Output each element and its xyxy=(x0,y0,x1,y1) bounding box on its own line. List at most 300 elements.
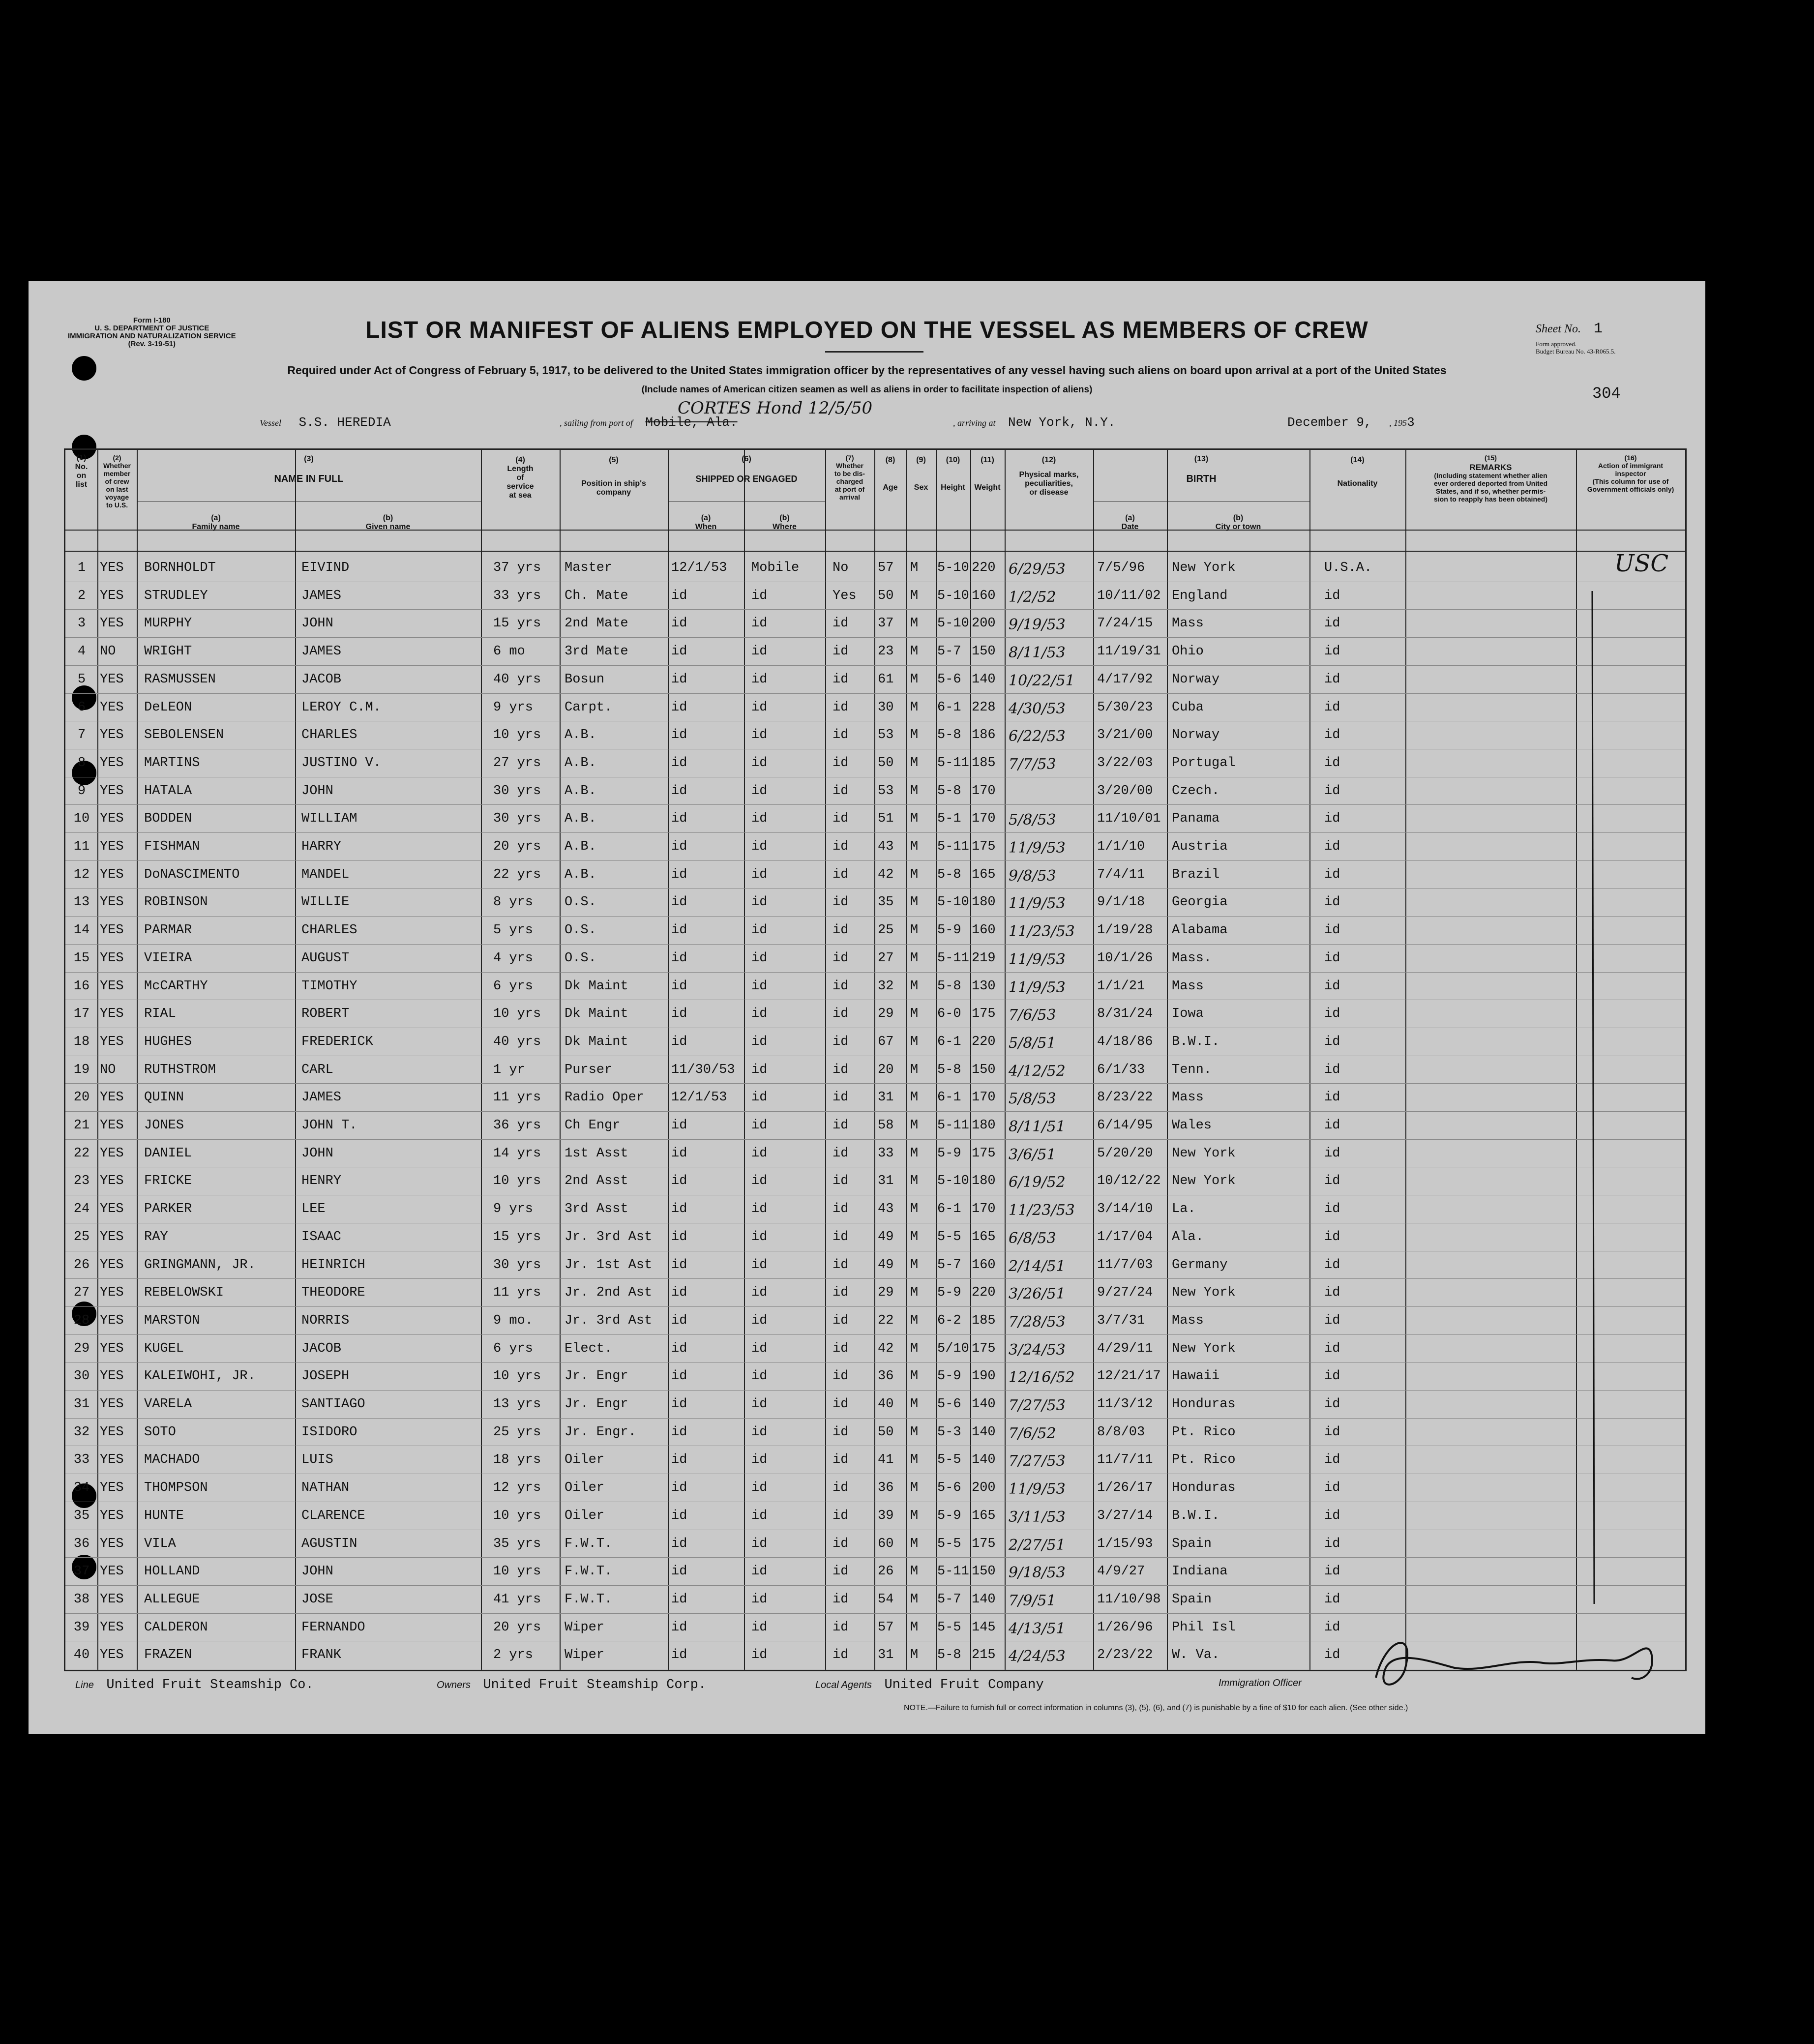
cell-birth-date: 5/30/23 xyxy=(1097,700,1153,715)
cell-shipped-where: id xyxy=(751,616,768,631)
cell-family-name: MARTINS xyxy=(144,755,200,770)
cell-family-name: THOMPSON xyxy=(144,1481,208,1496)
row-rule xyxy=(65,1418,1685,1419)
cell-nationality: id xyxy=(1324,1592,1340,1607)
cell-discharged: id xyxy=(833,1285,849,1301)
row-rule xyxy=(65,1278,1685,1279)
cell-height: 5-9 xyxy=(937,923,961,938)
cell-birth-date: 11/7/03 xyxy=(1097,1257,1153,1273)
cell-family-name: WRIGHT xyxy=(144,644,192,659)
cell-position: Dk Maint xyxy=(565,1007,628,1022)
cell-given-name: MANDEL xyxy=(301,867,350,882)
cell-row-number: 12 xyxy=(73,867,90,882)
cell-birth-date: 3/20/00 xyxy=(1097,783,1153,799)
cell-shipped-where: id xyxy=(751,1313,768,1328)
cell-birth-place: Mass. xyxy=(1172,950,1212,966)
owners-value: United Fruit Steamship Corp. xyxy=(483,1678,707,1692)
row-rule xyxy=(65,972,1685,973)
cell-height: 5-8 xyxy=(937,867,961,882)
cell-shipped-when: id xyxy=(671,839,687,854)
cell-shipped-where: id xyxy=(751,839,768,854)
cell-shipped-where: id xyxy=(751,1090,768,1105)
cell-age: 31 xyxy=(878,1174,894,1189)
cell-position: A.B. xyxy=(565,867,596,882)
cell-birth-place: Cuba xyxy=(1172,700,1204,715)
cell-nationality: id xyxy=(1324,1452,1340,1468)
cell-given-name: LEROY C.M. xyxy=(301,700,382,715)
cell-birth-place: New York xyxy=(1172,1146,1236,1161)
cell-birth-date: 4/18/86 xyxy=(1097,1034,1153,1049)
cell-physical-marks: 7/7/53 xyxy=(1009,755,1056,773)
cell-length-of-service: 20 yrs xyxy=(493,839,541,854)
cell-shipped-when: id xyxy=(671,1424,687,1440)
cell-row-number: 6 xyxy=(77,700,86,715)
cell-shipped-where: id xyxy=(751,1202,768,1217)
cell-sex: M xyxy=(910,1257,919,1273)
cell-birth-place: W. Va. xyxy=(1172,1648,1220,1663)
cell-row-number: 7 xyxy=(77,728,86,743)
cell-physical-marks: 11/9/53 xyxy=(1009,839,1066,857)
cell-weight: 160 xyxy=(972,1257,996,1273)
cell-birth-place: Alabama xyxy=(1172,923,1228,938)
cell-weight: 185 xyxy=(972,1313,996,1328)
cell-birth-date: 4/9/27 xyxy=(1097,1564,1145,1579)
cell-age: 43 xyxy=(878,1202,894,1217)
row-rule xyxy=(65,665,1685,666)
cell-physical-marks: 4/12/52 xyxy=(1009,1062,1066,1080)
cell-given-name: JACOB xyxy=(301,1341,342,1356)
cell-nationality: id xyxy=(1324,1257,1340,1273)
cell-prev-voyage: NO xyxy=(100,1062,116,1077)
cell-position: F.W.T. xyxy=(565,1592,613,1607)
cell-height: 5-8 xyxy=(937,728,961,743)
header-position: (5) Position in ship's company xyxy=(581,456,646,497)
cell-sex: M xyxy=(910,1007,919,1022)
cell-sex: M xyxy=(910,783,919,799)
header-birth-date: (a) Date xyxy=(1121,514,1139,531)
year-suffix: 3 xyxy=(1407,415,1415,430)
row-rule xyxy=(65,1306,1685,1307)
cell-weight: 170 xyxy=(972,1090,996,1105)
cell-prev-voyage: YES xyxy=(100,1202,124,1217)
form-revision: (Rev. 3-19-51) xyxy=(128,340,176,348)
cell-discharged: id xyxy=(833,1007,849,1022)
cell-sex: M xyxy=(910,1034,919,1049)
cell-shipped-when: id xyxy=(671,1007,687,1022)
cell-shipped-when: id xyxy=(671,1564,687,1579)
cell-nationality: id xyxy=(1324,1620,1340,1635)
cell-sex: M xyxy=(910,1424,919,1440)
cell-sex: M xyxy=(910,923,919,938)
cell-age: 43 xyxy=(878,839,894,854)
cell-shipped-where: id xyxy=(751,1062,768,1077)
cell-shipped-where: id xyxy=(751,783,768,799)
cell-given-name: FRANK xyxy=(301,1648,342,1663)
cell-birth-date: 1/1/10 xyxy=(1097,839,1145,854)
cell-nationality: id xyxy=(1324,1397,1340,1412)
cell-sex: M xyxy=(910,1118,919,1133)
cell-discharged: Yes xyxy=(833,588,857,603)
cell-birth-place: Czech. xyxy=(1172,783,1220,799)
cell-height: 6-1 xyxy=(937,1202,961,1217)
row-rule xyxy=(65,1390,1685,1391)
cell-physical-marks: 1/2/52 xyxy=(1009,588,1056,606)
cell-birth-place: Wales xyxy=(1172,1118,1212,1133)
cell-length-of-service: 30 yrs xyxy=(493,1257,541,1273)
cell-discharged: id xyxy=(833,1174,849,1189)
cell-height: 5-8 xyxy=(937,1062,961,1077)
footer-line xyxy=(75,1678,314,1692)
cell-height: 5-10 xyxy=(937,1174,969,1189)
cell-shipped-where: id xyxy=(751,1341,768,1356)
cell-nationality: id xyxy=(1324,1118,1340,1133)
cell-nationality: id xyxy=(1324,1202,1340,1217)
header-given-name: (b) Given name xyxy=(365,514,411,531)
cell-row-number: 31 xyxy=(73,1397,90,1412)
cell-length-of-service: 10 yrs xyxy=(493,1174,541,1189)
footer-owners xyxy=(437,1678,706,1692)
sheet-label: Sheet No. xyxy=(1536,323,1581,335)
cell-sex: M xyxy=(910,867,919,882)
cell-birth-date: 1/1/21 xyxy=(1097,978,1145,994)
cell-sex: M xyxy=(910,1397,919,1412)
cell-shipped-when: id xyxy=(671,1257,687,1273)
cell-length-of-service: 9 yrs xyxy=(493,1202,534,1217)
cell-birth-date: 11/3/12 xyxy=(1097,1397,1153,1412)
header-age: (8) Age xyxy=(883,456,898,492)
header-nationality: (14) Nationality xyxy=(1337,456,1378,488)
cell-position: Oiler xyxy=(565,1481,605,1496)
cell-discharged: id xyxy=(833,1592,849,1607)
row-rule xyxy=(65,860,1685,861)
cell-family-name: REBELOWSKI xyxy=(144,1285,224,1301)
manifest-sheet xyxy=(29,281,1705,1734)
cell-shipped-when: id xyxy=(671,588,687,603)
row-rule xyxy=(65,1334,1685,1335)
cell-shipped-when: id xyxy=(671,1174,687,1189)
cell-shipped-when: 11/30/53 xyxy=(671,1062,735,1077)
cell-birth-date: 10/12/22 xyxy=(1097,1174,1161,1189)
cell-row-number: 19 xyxy=(73,1062,90,1077)
cell-discharged: id xyxy=(833,728,849,743)
cell-position: F.W.T. xyxy=(565,1564,613,1579)
cell-sex: M xyxy=(910,839,919,854)
cell-prev-voyage: YES xyxy=(100,811,124,827)
cell-position: O.S. xyxy=(565,950,596,966)
cell-birth-date: 9/1/18 xyxy=(1097,895,1145,910)
cell-given-name: THEODORE xyxy=(301,1285,365,1301)
cell-nationality: id xyxy=(1324,755,1340,770)
cell-discharged: id xyxy=(833,923,849,938)
cell-weight: 220 xyxy=(972,1034,996,1049)
cell-age: 20 xyxy=(878,1062,894,1077)
cell-length-of-service: 20 yrs xyxy=(493,1620,541,1635)
cell-nationality: id xyxy=(1324,1034,1340,1049)
cell-length-of-service: 10 yrs xyxy=(493,1369,541,1384)
cell-shipped-where: id xyxy=(751,1369,768,1384)
cell-row-number: 18 xyxy=(73,1034,90,1049)
cell-position: Bosun xyxy=(565,672,605,687)
cell-weight: 160 xyxy=(972,588,996,603)
cell-discharged: id xyxy=(833,1313,849,1328)
cell-row-number: 9 xyxy=(77,783,86,799)
cell-family-name: RASMUSSEN xyxy=(144,672,216,687)
budget-bureau-number: Budget Bureau No. 43-R065.5. xyxy=(1536,348,1616,355)
header-no: (1) No. on list xyxy=(75,454,88,489)
cell-physical-marks: 7/27/53 xyxy=(1009,1397,1066,1414)
cell-shipped-when: id xyxy=(671,783,687,799)
cell-sex: M xyxy=(910,978,919,994)
cell-position: A.B. xyxy=(565,811,596,827)
cell-birth-place: B.W.I. xyxy=(1172,1034,1220,1049)
cell-weight: 150 xyxy=(972,1062,996,1077)
port-struck: Mobile, Ala. xyxy=(645,415,738,430)
cell-given-name: LUIS xyxy=(301,1452,333,1468)
cell-length-of-service: 41 yrs xyxy=(493,1592,541,1607)
cell-birth-place: B.W.I. xyxy=(1172,1508,1220,1523)
cell-shipped-when: id xyxy=(671,895,687,910)
cell-birth-date: 8/31/24 xyxy=(1097,1007,1153,1022)
cell-sex: M xyxy=(910,1648,919,1663)
cell-prev-voyage: YES xyxy=(100,1229,124,1244)
cell-given-name: JACOB xyxy=(301,672,342,687)
cell-family-name: HATALA xyxy=(144,783,192,799)
cell-prev-voyage: YES xyxy=(100,895,124,910)
cell-given-name: WILLIAM xyxy=(301,811,357,827)
cell-prev-voyage: YES xyxy=(100,1257,124,1273)
cell-shipped-where: id xyxy=(751,1397,768,1412)
cell-given-name: SANTIAGO xyxy=(301,1397,365,1412)
cell-given-name: ROBERT xyxy=(301,1007,350,1022)
cell-length-of-service: 40 yrs xyxy=(493,1034,541,1049)
cell-sex: M xyxy=(910,1592,919,1607)
cell-given-name: ISAAC xyxy=(301,1229,342,1244)
cell-discharged: id xyxy=(833,1062,849,1077)
cell-birth-date: 3/27/14 xyxy=(1097,1508,1153,1523)
cell-height: 5-11 xyxy=(937,755,969,770)
cell-sex: M xyxy=(910,700,919,715)
cell-weight: 175 xyxy=(972,839,996,854)
cell-shipped-when: id xyxy=(671,755,687,770)
cell-position: Ch. Mate xyxy=(565,588,628,603)
cell-shipped-when: id xyxy=(671,644,687,659)
cell-given-name: JOHN xyxy=(301,1564,333,1579)
cell-length-of-service: 10 yrs xyxy=(493,1508,541,1523)
cell-physical-marks: 4/13/51 xyxy=(1009,1620,1066,1637)
vessel-line xyxy=(260,415,391,430)
cell-length-of-service: 13 yrs xyxy=(493,1397,541,1412)
cell-shipped-when: id xyxy=(671,867,687,882)
cell-prev-voyage: YES xyxy=(100,616,124,631)
cell-given-name: FERNANDO xyxy=(301,1620,365,1635)
cell-discharged: id xyxy=(833,1452,849,1468)
owners-label: Owners xyxy=(437,1680,471,1690)
cell-discharged: id xyxy=(833,1146,849,1161)
cell-shipped-when: id xyxy=(671,700,687,715)
cell-birth-date: 11/19/31 xyxy=(1097,644,1161,659)
cell-prev-voyage: YES xyxy=(100,867,124,882)
form-number: Form I-180 xyxy=(133,316,171,325)
cell-shipped-when: id xyxy=(671,1369,687,1384)
cell-given-name: CARL xyxy=(301,1062,333,1077)
cell-weight: 186 xyxy=(972,728,996,743)
cell-length-of-service: 12 yrs xyxy=(493,1481,541,1496)
cell-given-name: JAMES xyxy=(301,588,342,603)
cell-family-name: PARMAR xyxy=(144,923,192,938)
cell-physical-marks: 2/14/51 xyxy=(1009,1257,1066,1275)
cell-discharged: id xyxy=(833,1369,849,1384)
cell-row-number: 3 xyxy=(77,616,86,631)
crew-table xyxy=(64,448,1687,1671)
cell-given-name: NORRIS xyxy=(301,1313,350,1328)
cell-weight: 185 xyxy=(972,755,996,770)
cell-birth-date: 1/17/04 xyxy=(1097,1229,1153,1244)
cell-birth-place: New York xyxy=(1172,1285,1236,1301)
cell-age: 32 xyxy=(878,978,894,994)
cell-family-name: VILA xyxy=(144,1536,176,1551)
cell-age: 49 xyxy=(878,1229,894,1244)
cell-weight: 170 xyxy=(972,783,996,799)
cell-nationality: id xyxy=(1324,616,1340,631)
cell-height: 5-9 xyxy=(937,1369,961,1384)
cell-given-name: CLARENCE xyxy=(301,1508,365,1523)
cell-length-of-service: 25 yrs xyxy=(493,1424,541,1440)
cell-sex: M xyxy=(910,1481,919,1496)
cell-birth-place: Mass xyxy=(1172,978,1204,994)
cell-row-number: 1 xyxy=(77,561,86,575)
cell-weight: 150 xyxy=(972,1564,996,1579)
cell-given-name: JOHN xyxy=(301,1146,333,1161)
cell-position: Carpt. xyxy=(565,700,613,715)
cell-family-name: McCARTHY xyxy=(144,978,208,994)
cell-family-name: DANIEL xyxy=(144,1146,192,1161)
cell-birth-place: Panama xyxy=(1172,811,1220,827)
cell-discharged: id xyxy=(833,755,849,770)
cell-age: 33 xyxy=(878,1146,894,1161)
cell-height: 5-7 xyxy=(937,644,961,659)
cell-position: A.B. xyxy=(565,839,596,854)
cell-family-name: QUINN xyxy=(144,1090,184,1105)
cell-physical-marks: 9/8/53 xyxy=(1009,867,1056,885)
cell-age: 39 xyxy=(878,1508,894,1523)
cell-height: 5-9 xyxy=(937,1508,961,1523)
cell-physical-marks: 4/24/53 xyxy=(1009,1648,1066,1665)
header-name-in-full: (3) NAME IN FULL xyxy=(274,455,344,484)
cell-age: 35 xyxy=(878,895,894,910)
cell-birth-place: New York xyxy=(1172,1174,1236,1189)
cell-position: Jr. Engr xyxy=(565,1369,628,1384)
cell-prev-voyage: YES xyxy=(100,1285,124,1301)
cell-weight: 145 xyxy=(972,1620,996,1635)
cell-birth-date: 11/7/11 xyxy=(1097,1452,1153,1468)
cell-height: 6-0 xyxy=(937,1007,961,1022)
cell-height: 5-5 xyxy=(937,1229,961,1244)
cell-prev-voyage: YES xyxy=(100,728,124,743)
cell-weight: 170 xyxy=(972,1202,996,1217)
cell-shipped-where: id xyxy=(751,978,768,994)
cell-length-of-service: 6 yrs xyxy=(493,978,534,994)
cell-family-name: FISHMAN xyxy=(144,839,200,854)
row-rule xyxy=(65,1585,1685,1586)
cell-weight: 170 xyxy=(972,811,996,827)
cell-position: Oiler xyxy=(565,1452,605,1468)
cell-age: 22 xyxy=(878,1313,894,1328)
cell-shipped-where: id xyxy=(751,1174,768,1189)
cell-shipped-when: id xyxy=(671,978,687,994)
cell-physical-marks: 7/9/51 xyxy=(1009,1592,1056,1609)
footer-note: NOTE.—Failure to furnish full or correct information in columns (3), (5), (6), and (7) is punishable by a fine of $10 for each alien. (See other side.) xyxy=(904,1704,1408,1712)
cell-family-name: HUNTE xyxy=(144,1508,184,1523)
cell-sex: M xyxy=(910,561,919,575)
cell-shipped-where: id xyxy=(751,1229,768,1244)
cell-age: 58 xyxy=(878,1118,894,1133)
cell-sex: M xyxy=(910,1620,919,1635)
cell-age: 27 xyxy=(878,950,894,966)
header-discharged: (7) Whether to be dis- charged at port of arrival xyxy=(834,454,865,501)
cell-height: 5-8 xyxy=(937,783,961,799)
cell-sex: M xyxy=(910,1452,919,1468)
cell-length-of-service: 15 yrs xyxy=(493,1229,541,1244)
cell-physical-marks: 3/11/53 xyxy=(1009,1508,1066,1526)
header-length-of-service: (4) Length of service at sea xyxy=(506,456,534,500)
cell-birth-place: Iowa xyxy=(1172,1007,1204,1022)
cell-age: 60 xyxy=(878,1536,894,1551)
cell-shipped-when: 12/1/53 xyxy=(671,1090,727,1105)
cell-weight: 140 xyxy=(972,1452,996,1468)
cell-discharged: id xyxy=(833,1034,849,1049)
cell-physical-marks: 4/30/53 xyxy=(1009,700,1066,717)
header-action: (16) Action of immigrant inspector (This column for use of Government officials only) xyxy=(1587,454,1674,493)
cell-age: 61 xyxy=(878,672,894,687)
cell-nationality: id xyxy=(1324,783,1340,799)
cell-row-number: 38 xyxy=(73,1592,90,1607)
cell-weight: 200 xyxy=(972,616,996,631)
approval-line: Form approved. xyxy=(1536,340,1577,348)
cell-height: 5-5 xyxy=(937,1536,961,1551)
cell-birth-place: Pt. Rico xyxy=(1172,1424,1236,1440)
cell-length-of-service: 6 mo xyxy=(493,644,525,659)
row-rule xyxy=(65,693,1685,694)
cell-row-number: 16 xyxy=(73,978,90,994)
cell-position: 2nd Mate xyxy=(565,616,628,631)
cell-weight: 175 xyxy=(972,1341,996,1356)
header-birth: (13) BIRTH xyxy=(1186,455,1217,484)
cell-weight: 190 xyxy=(972,1369,996,1384)
cell-length-of-service: 5 yrs xyxy=(493,923,534,938)
cell-position: 2nd Asst xyxy=(565,1174,628,1189)
cell-position: Purser xyxy=(565,1062,613,1077)
cell-shipped-where: id xyxy=(751,895,768,910)
cell-position: 1st Asst xyxy=(565,1146,628,1161)
cell-length-of-service: 11 yrs xyxy=(493,1285,541,1301)
cell-height: 5-6 xyxy=(937,1481,961,1496)
cell-family-name: BODDEN xyxy=(144,811,192,827)
cell-weight: 150 xyxy=(972,644,996,659)
cell-discharged: No xyxy=(833,561,849,575)
cell-sex: M xyxy=(910,1146,919,1161)
cell-position: Oiler xyxy=(565,1508,605,1523)
cell-family-name: DoNASCIMENTO xyxy=(144,867,240,882)
cell-nationality: id xyxy=(1324,1285,1340,1301)
cell-sex: M xyxy=(910,588,919,603)
cell-row-number: 2 xyxy=(77,588,86,603)
row-rule xyxy=(65,888,1685,889)
cell-birth-date: 10/11/02 xyxy=(1097,588,1161,603)
cell-family-name: SEBOLENSEN xyxy=(144,728,224,743)
cell-physical-marks: 7/28/53 xyxy=(1009,1313,1066,1331)
cell-discharged: id xyxy=(833,783,849,799)
cell-family-name: RUTHSTROM xyxy=(144,1062,216,1077)
